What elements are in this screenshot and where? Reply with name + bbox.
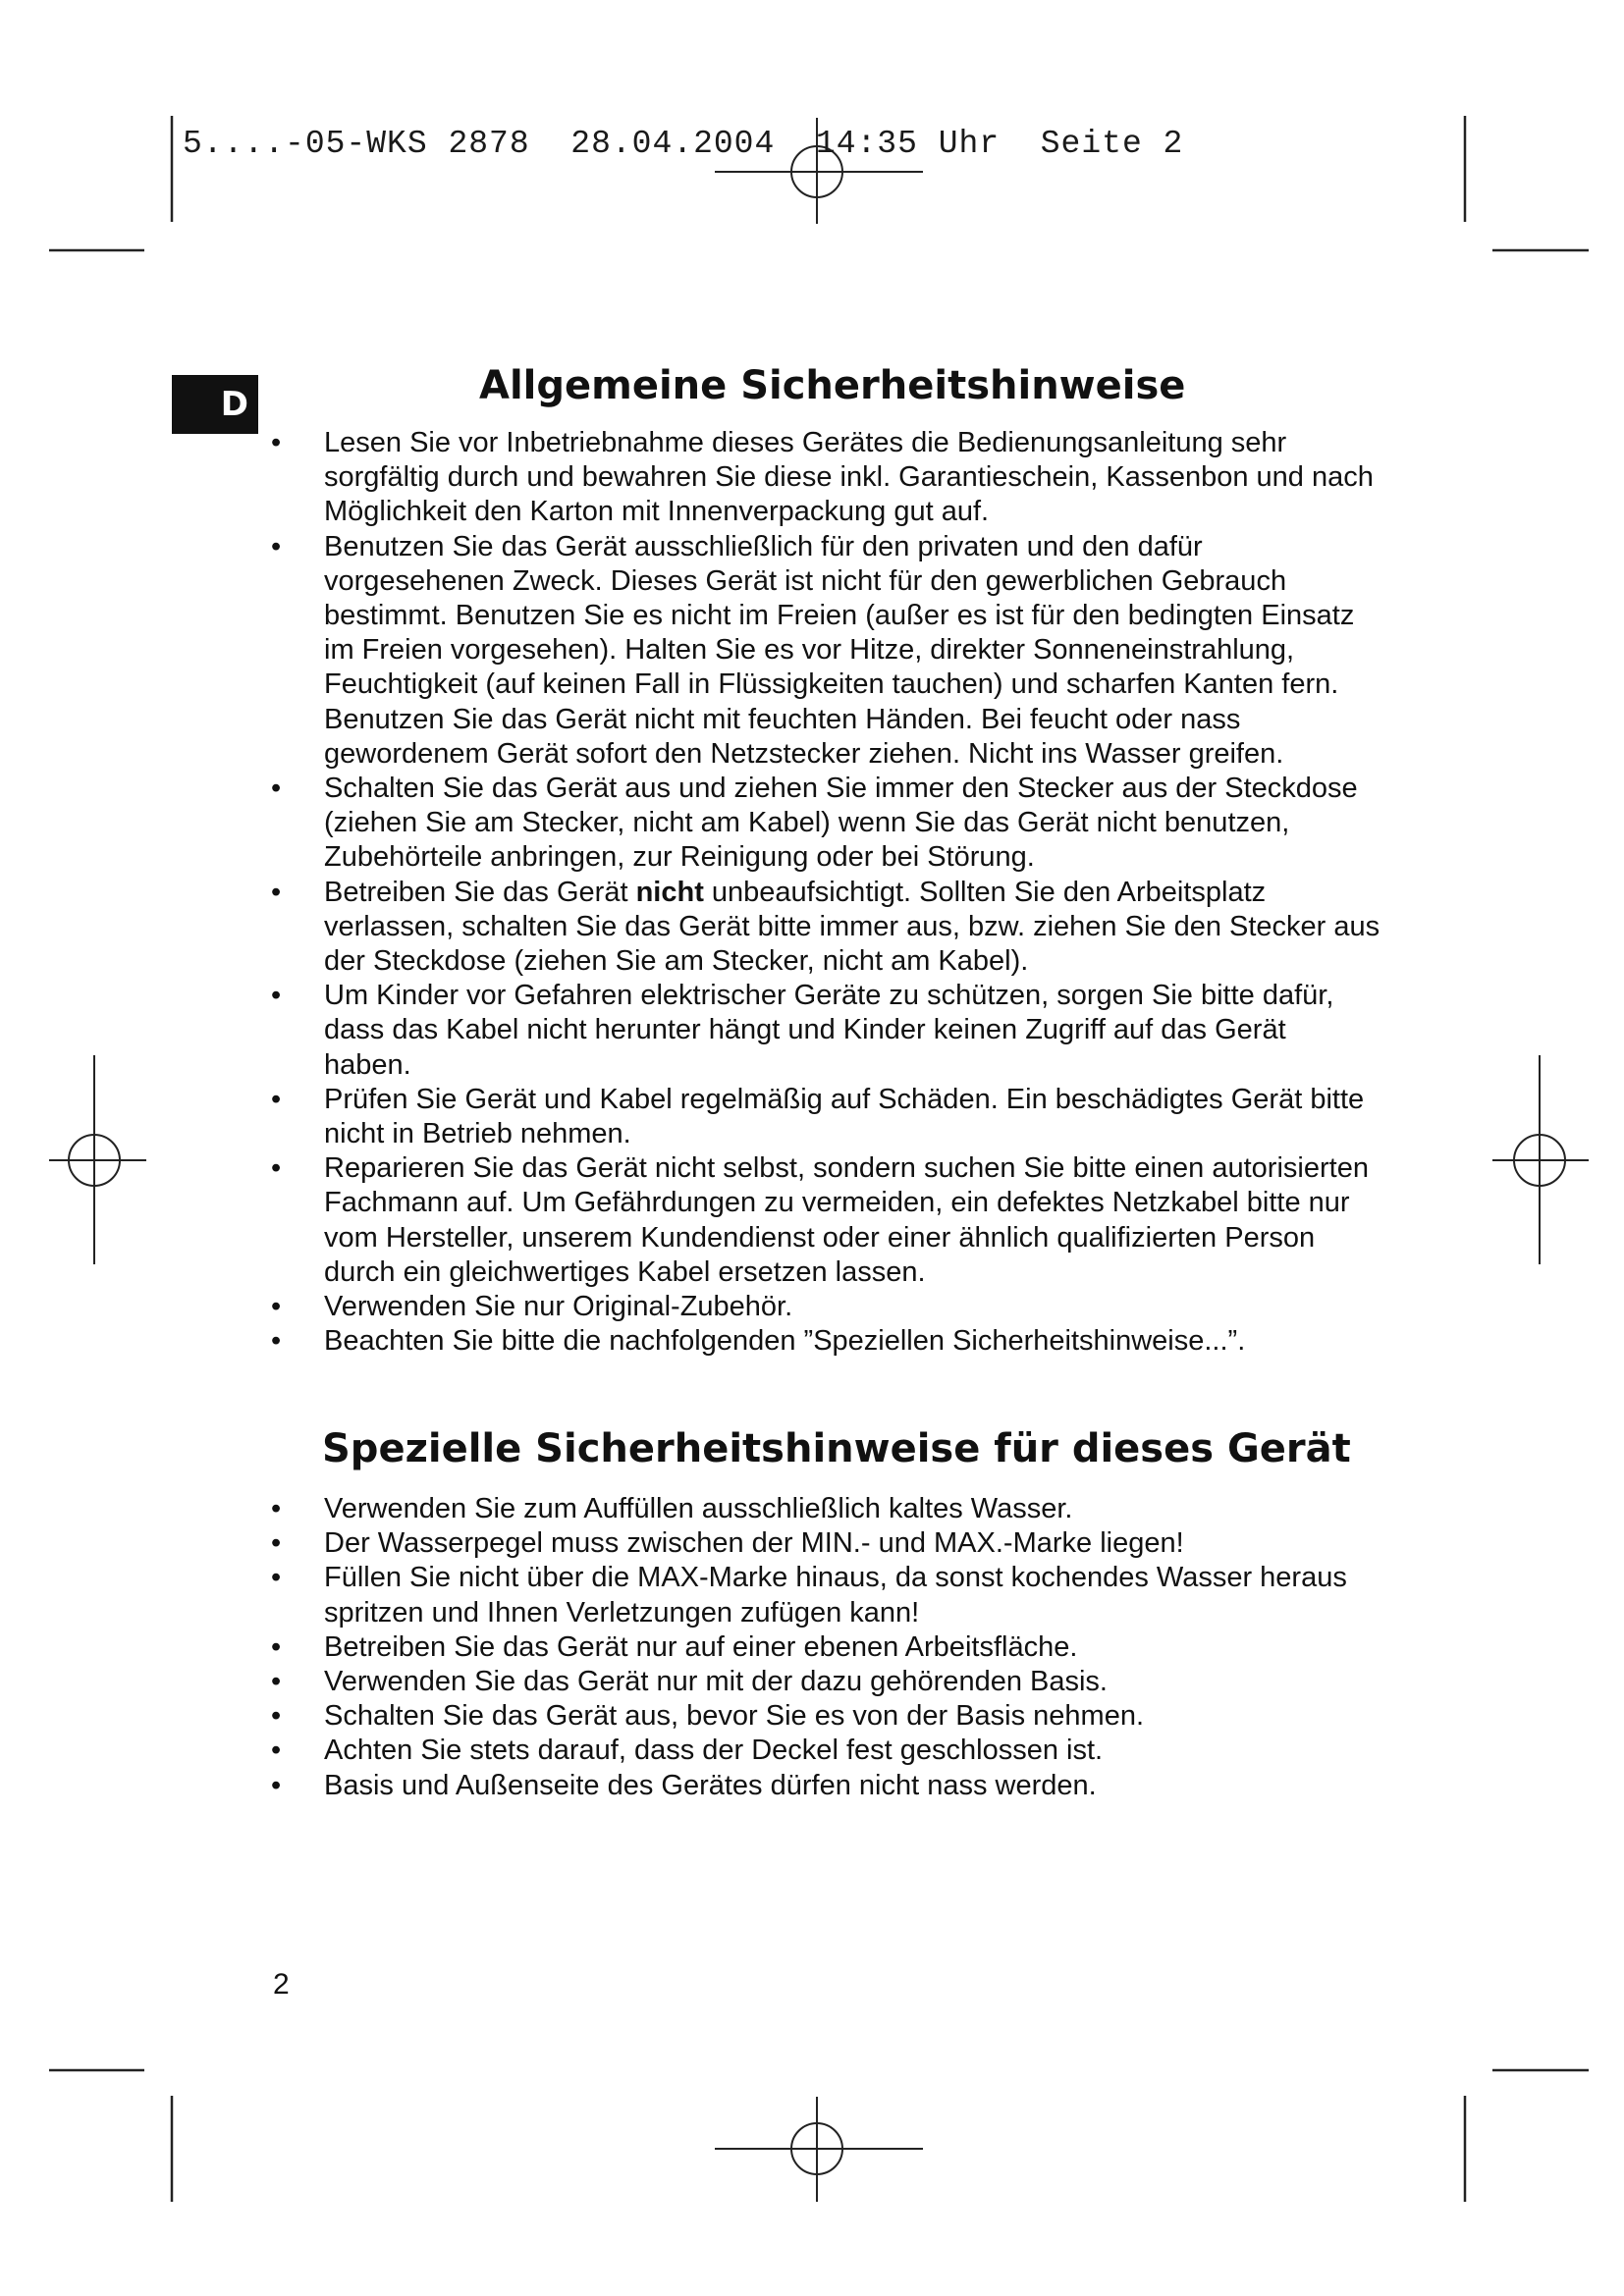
print-slug-line: 5....-05-WKS 2878 28.04.2004 14:35 Uhr Seite 2 [183, 126, 1184, 162]
list-item: • Verwenden Sie zum Auffüllen ausschließlich kaltes Wasser. [271, 1492, 1380, 1526]
list-item: • Um Kinder vor Gefahren elektrischer Geräte zu schützen, sorgen Sie bitte dafür, dass das Kabel nicht herunter hängt und Kinder keinen Zugriff auf das Gerät haben. [271, 979, 1380, 1083]
list-item: • Verwenden Sie das Gerät nur mit der dazu gehörenden Basis. [271, 1665, 1380, 1699]
list-item: • Beachten Sie bitte die nachfolgenden ”Speziellen Sicherheitshinweise...”. [271, 1324, 1380, 1359]
section-title-general-safety: Allgemeine Sicherheitshinweise [479, 363, 1186, 408]
item-text-emphasis: nicht [635, 876, 704, 908]
registration-mark-right [1492, 1055, 1589, 1264]
list-item: • Achten Sie stets darauf, dass der Deckel fest geschlossen ist. [271, 1734, 1380, 1768]
list-item: • Schalten Sie das Gerät aus, bevor Sie es von der Basis nehmen. [271, 1699, 1380, 1734]
list-item: • Der Wasserpegel muss zwischen der MIN.- und MAX.-Marke liegen! [271, 1526, 1380, 1561]
registration-mark-bottom [715, 2097, 923, 2202]
language-tab: D [172, 375, 258, 434]
registration-mark-left [49, 1055, 146, 1264]
item-text-end: unbeaufsichtigt. Sollten Sie den Arbeitsplatz verlassen, schalten Sie das Gerät bitte immer aus, bzw. ziehen Sie den Stecker aus der Steckdose (ziehen Sie am Stecker, nicht am Kabel). [324, 876, 1380, 978]
list-item: • Prüfen Sie Gerät und Kabel regelmäßig auf Schäden. Ein beschädigtes Gerät bitte nicht in Betrieb nehmen. [271, 1083, 1380, 1151]
list-item: • Benutzen Sie das Gerät ausschließlich für den privaten und den dafür vorgesehenen Zweck. Dieses Gerät ist nicht für den gewerblichen Gebrauch bestimmt. Benutzen Sie es nicht im Freien (außer es ist für den bedingten Einsatz im Freien vorgesehen). Halten Sie es vor Hitze, direkter Sonneneinstrahlung, Feuchtigkeit (auf keinen Fall in Flüssigkeiten tauchen) und scharfen Kanten fern. Benutzen Sie das Gerät nicht mit feuchten Händen. Bei feucht oder nass gewordenem Gerät sofort den Netzstecker ziehen. Nicht ins Wasser greifen. [271, 530, 1380, 772]
item-text-start: Betreiben Sie das Gerät [324, 876, 636, 908]
list-item-unattended [271, 876, 1380, 980]
list-item: • Verwenden Sie nur Original-Zubehör. [271, 1290, 1380, 1324]
list-item: • Füllen Sie nicht über die MAX-Marke hinaus, da sonst kochendes Wasser heraus spritzen und Ihnen Verletzungen zufügen kann! [271, 1561, 1380, 1629]
list-item: • Betreiben Sie das Gerät nur auf einer ebenen Arbeitsfläche. [271, 1630, 1380, 1665]
list-item: • Lesen Sie vor Inbetriebnahme dieses Gerätes die Bedienungsanleitung sehr sorgfältig durch und bewahren Sie diese inkl. Garantieschein, Kassenbon und nach Möglichkeit den Karton mit Innenverpackung gut auf. [271, 426, 1380, 530]
special-safety-list [271, 1492, 1380, 1803]
general-safety-list [271, 426, 1380, 1359]
page-number: 2 [273, 1968, 290, 2001]
section-title-special-safety: Spezielle Sicherheitshinweise für dieses Gerät [322, 1426, 1351, 1471]
list-item: • Basis und Außenseite des Gerätes dürfen nicht nass werden. [271, 1769, 1380, 1803]
list-item: • Schalten Sie das Gerät aus und ziehen Sie immer den Stecker aus der Steckdose (ziehen Sie am Stecker, nicht am Kabel) wenn Sie das Gerät nicht benutzen, Zubehörteile anbringen, zur Reinigung oder bei Störung. [271, 772, 1380, 876]
list-item: • Reparieren Sie das Gerät nicht selbst, sondern suchen Sie bitte einen autorisierten Fachmann auf. Um Gefährdungen zu vermeiden, ein defektes Netzkabel bitte nur vom Hersteller, unserem Kundendienst oder einer ähnlich qualifizierten Person durch ein gleichwertiges Kabel ersetzen lassen. [271, 1151, 1380, 1290]
